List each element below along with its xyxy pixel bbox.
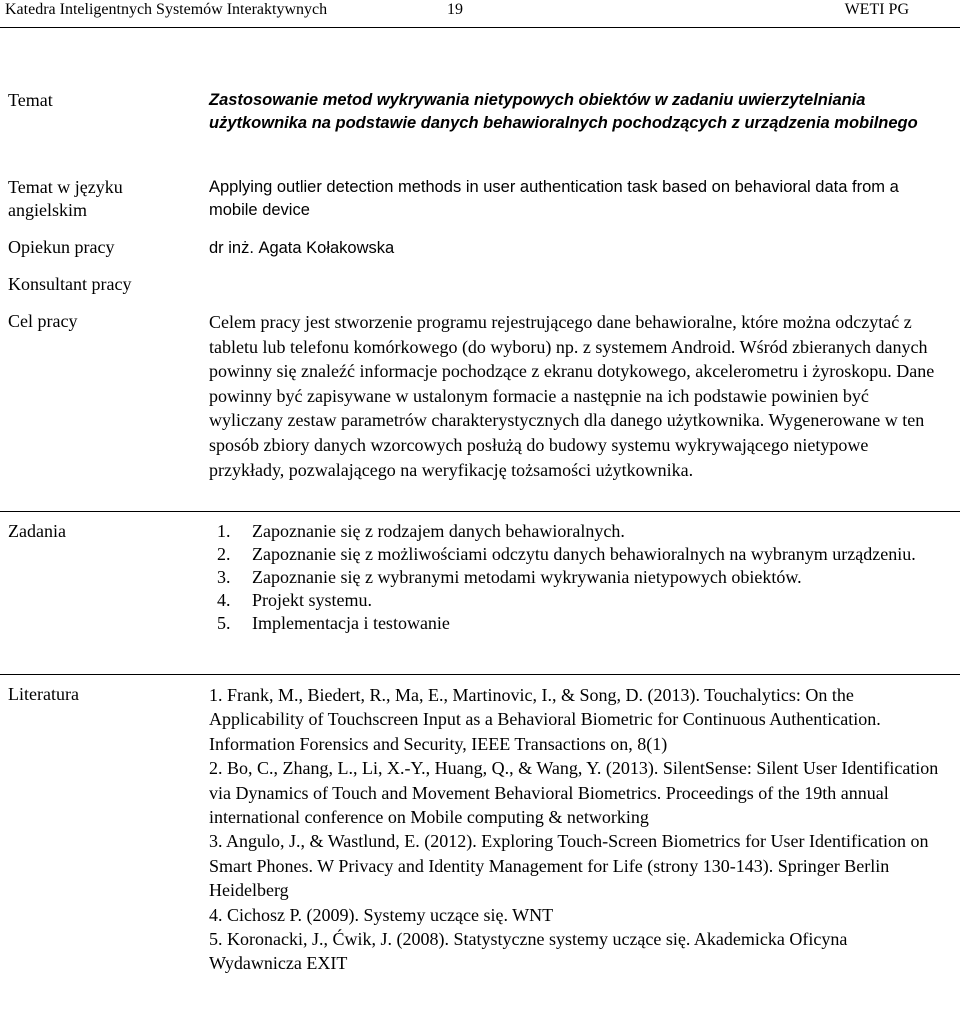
reference-item: 2. Bo, C., Zhang, L., Li, X.-Y., Huang, Q., & Wang, Y. (2013). SilentSense: Silent User Identification via Dynamics of Touch and Movement Behavioral Biometrics. Proceedings of the 19th annual international conference on Mobile computing & networking [209,758,939,828]
opiekun-name: Agata Kołakowska [258,239,395,257]
value-cel: Celem pracy jest stworzenie programu rejestrującego dane behawioralne, które można odczytać z tabletu lub telefonu komórkowego (do wyboru) np. z systemem Android. Wśród zbieranych danych powinny się znaleźć informacje pochodzące z ekranu dotykowego, akcelerometru i żyroskopu. Dane powinny być zapisywane w ustalonym formacie a następnie na ich podstawie powinien być wyliczany zestaw parametrów charakterystycznych dla danego użytkownika. Wygenerowane w ten sposób zbiory danych wzorcowych posłużą do budowy systemu wykrywającego nietypowe przykłady, pozwalającego na weryfikację tożsamości użytkownika. [209,312,935,480]
task-item: 5. Implementacja i testowanie [217,613,450,633]
label-literatura: Literatura [8,684,79,704]
page-header [0,0,960,28]
references-list [209,683,944,976]
tasks-list [209,520,954,635]
divider-cel-zadania [0,511,960,512]
header-page-number: 19 [447,1,463,18]
value-opiekun [209,236,939,260]
label-temat-en: Temat w języku angielskim [8,177,123,220]
task-item: 2. Zapoznanie się z możliwościami odczytu danych behawioralnych na wybranym urządzeniu. [217,544,916,564]
opiekun-title: dr inż. [209,239,254,257]
value-temat-en: Applying outlier detection methods in user authentication task based on behavioral data from a mobile device [209,178,899,219]
header-department: Katedra Inteligentnych Systemów Interaktywnych [5,1,328,18]
header-faculty: WETI PG [844,1,909,18]
task-item: 1. Zapoznanie się z rodzajem danych behawioralnych. [217,521,625,541]
value-temat: Zastosowanie metod wykrywania nietypowych obiektów w zadaniu uwierzytelniania użytkownika na podstawie danych behawioralnych pochodzących z urządzenia mobilnego [209,91,918,132]
reference-item: 4. Cichosz P. (2009). Systemy uczące się. WNT [209,904,554,925]
label-temat: Temat [8,90,53,110]
reference-item: 3. Angulo, J., & Wastlund, E. (2012). Exploring Touch-Screen Biometrics for User Identification on Smart Phones. W Privacy and Identity Management for Life (strony 130-143). Springer Berlin Heidelberg [209,831,929,901]
label-opiekun: Opiekun pracy [8,237,115,257]
label-konsultant: Konsultant pracy [8,274,132,294]
reference-item: 1. Frank, M., Biedert, R., Ma, E., Martinovic, I., & Song, D. (2013). Touchalytics: On the Applicability of Touchscreen Input as a Behavioral Biometric for Continuous Authentication. Information Forensics and Security, IEEE Transactions on, 8(1) [209,685,881,754]
task-item: 4. Projekt systemu. [217,590,372,610]
label-cel: Cel pracy [8,311,78,331]
reference-item: 5. Koronacki, J., Ćwik, J. (2008). Statystyczne systemy uczące się. Akademicka Oficyna Wydawnicza EXIT [209,929,848,974]
task-item: 3. Zapoznanie się z wybranymi metodami wykrywania nietypowych obiektów. [217,567,802,587]
divider-zadania-literatura [0,674,960,675]
label-zadania: Zadania [8,521,66,541]
